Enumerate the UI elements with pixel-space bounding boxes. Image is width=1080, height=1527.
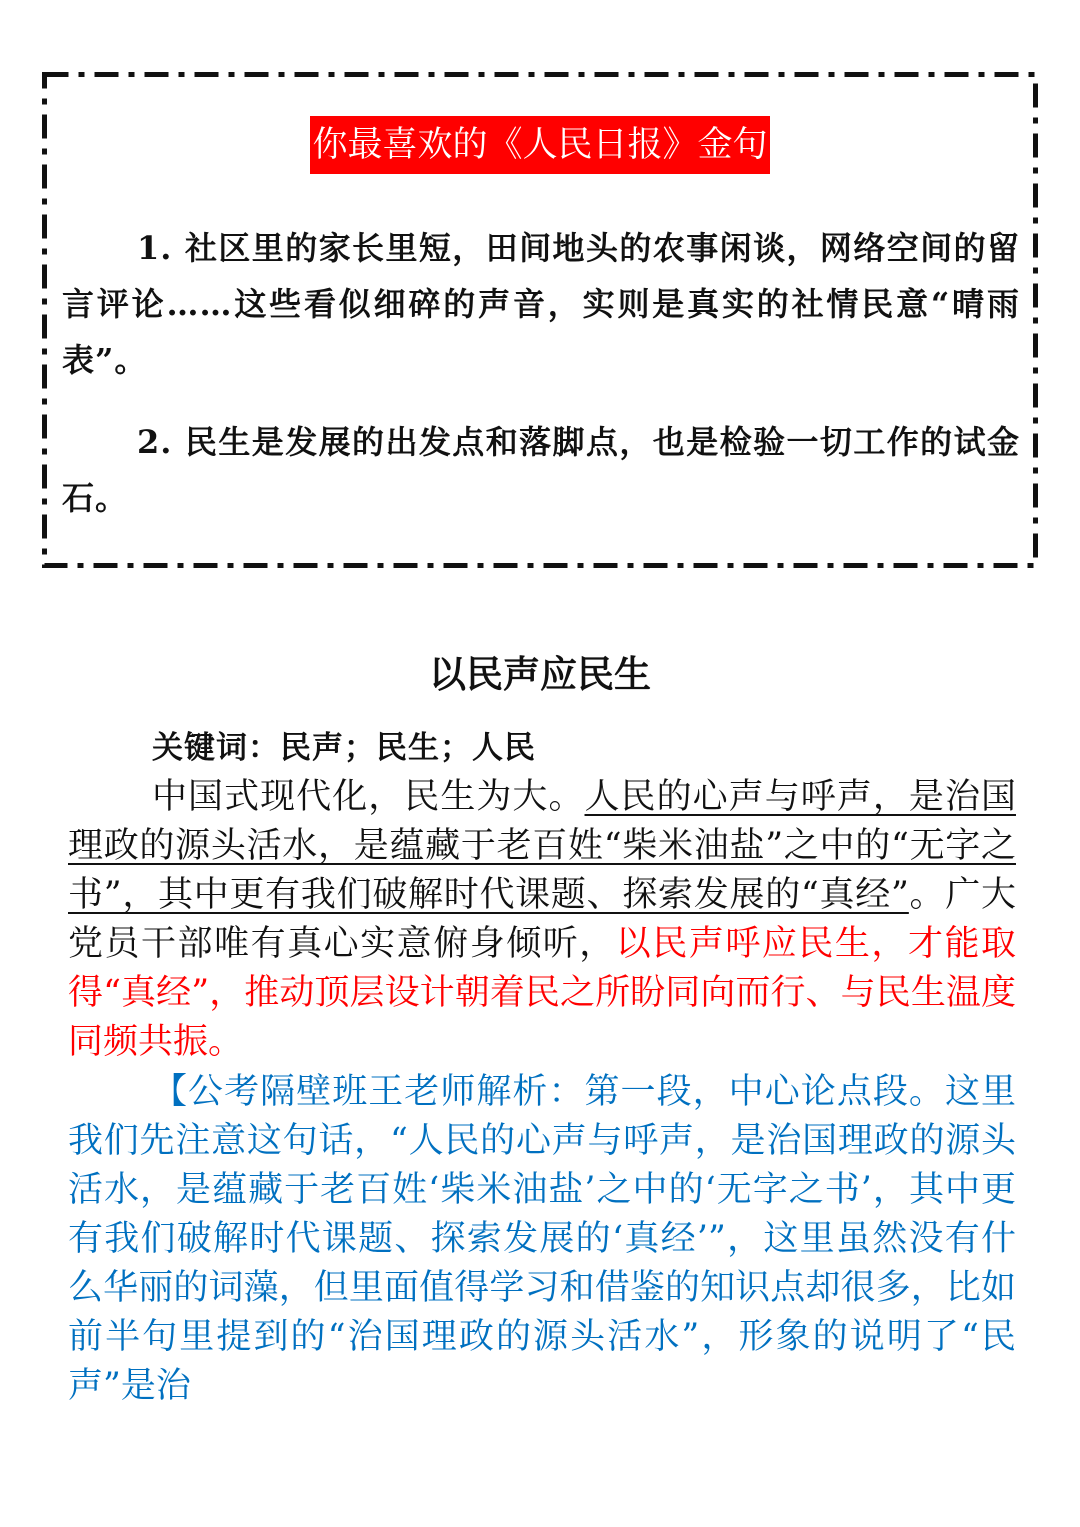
article-title: 以民声应民生 [429,652,651,696]
quote-box [42,72,1038,568]
paragraph-middle: 。广大党员干部唯有真心实意俯身倾听， [68,875,1016,964]
keywords-line: 关键词：民声；民生；人民 [152,730,536,766]
highlighted-sentence: 以民声呼应民生，才能取得“真经”，推动顶层设计朝着民之所盼同向而行、与民生温度同频共振。 [68,924,1016,1062]
quote-item: 2. 民生是发展的出发点和落脚点，也是检验一切工作的试金石。 [62,423,1020,517]
paragraph-intro: 中国式现代化，民生为大。 [152,777,585,817]
article-paragraph-1 [68,773,1016,1067]
quote-title-wrap [42,116,1038,174]
analysis-paragraph: 【公考隔壁班王老师解析：第一段，中心论点段。这里我们先注意这句话，“人民的心声与呼声，是治国理政的源头活水，是蕴藏于老百姓‘柴米油盐’之中的‘无字之书’，其中更有我们破解时代课题、探索发展的‘真经’”，这里虽然没有什么华丽的词藻，但里面值得学习和借鉴的知识点却很多，比如前半句里提到的“治国理政的源头活水”，形象的说明了“民声”是治 [68,1072,1016,1406]
underlined-sentence: 人民的心声与呼声，是治国理政的源头活水，是蕴藏于老百姓“柴米油盐”之中的“无字之书”，其中更有我们破解时代课题、探索发展的“真经” [68,777,1016,915]
quote-item: 1. 社区里的家长里短，田间地头的农事闲谈，网络空间的留言评论……这些看似细碎的声音，实则是真实的社情民意“晴雨表”。 [62,229,1020,379]
quote-title: 你最喜欢的《人民日报》金句 [310,116,769,174]
